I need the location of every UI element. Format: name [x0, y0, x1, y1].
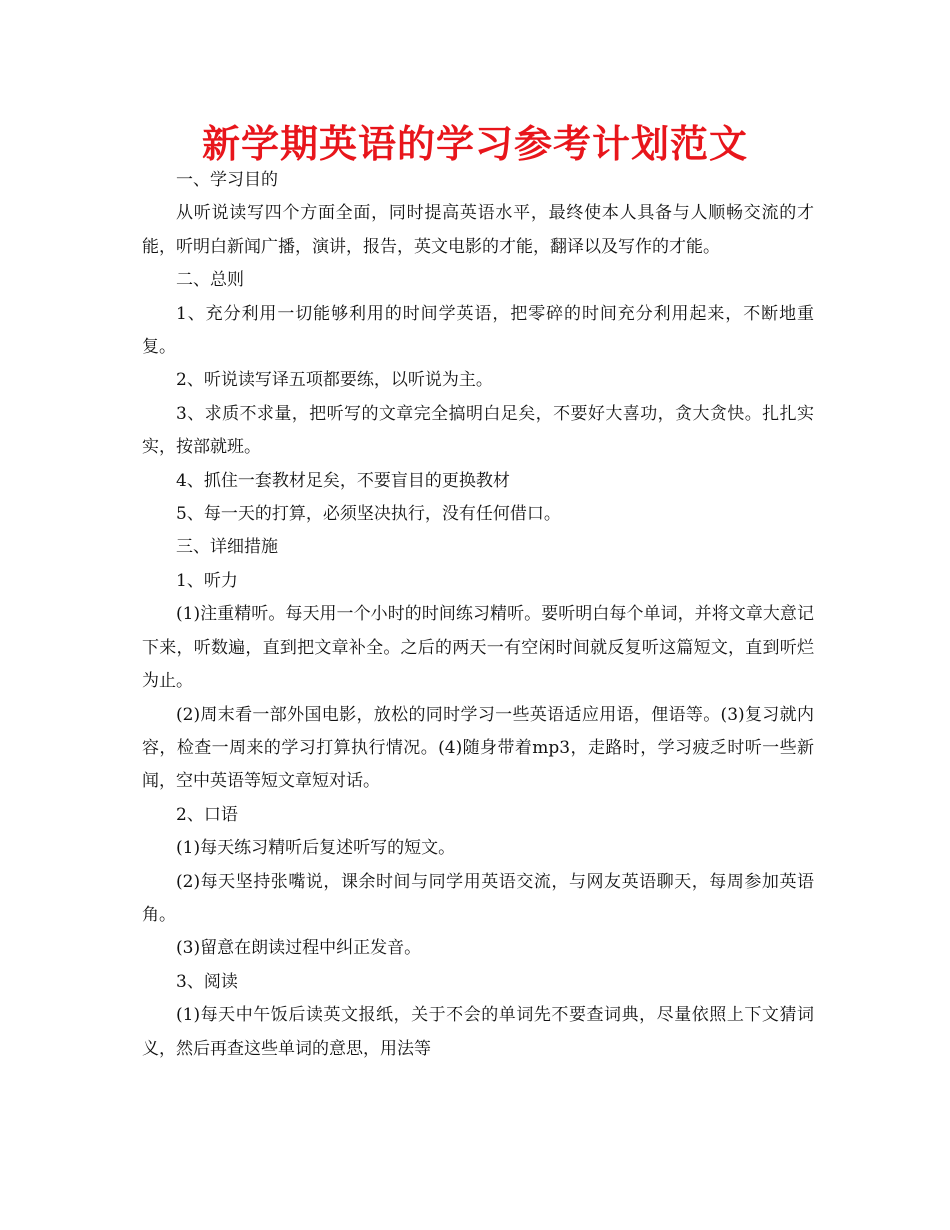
body-paragraph: (3)留意在朗读过程中纠正发音。: [176, 938, 422, 959]
body-paragraph: (1)每天中午饭后读英文报纸，关于不会的单词先不要查词典，尽量依照上下文猜词义，然后再查这些单词的意思，用法等: [142, 1005, 814, 1059]
body-paragraph: 从听说读写四个方面全面，同时提高英语水平，最终使本人具备与人顺畅交流的才能，听明白新闻广播，演讲，报告，英文电影的才能，翻译以及写作的才能。: [142, 203, 814, 257]
body-paragraph: 3、求质不求量，把听写的文章完全搞明白足矣，不要好大喜功，贪大贪快。扎扎实实，按部就班。: [142, 403, 814, 458]
section-heading: 三、详细措施: [176, 537, 278, 558]
document-title: 新学期英语的学习参考计划范文: [201, 121, 748, 166]
body-paragraph: (2)周末看一部外国电影，放松的同时学习一些英语适应用语，俚语等。(3)复习就内容，检查一周来的学习打算执行情况。(4)随身带着mp3，走路时，学习疲乏时听一些新闻，空中英语等短文章短对话。: [142, 704, 814, 792]
body-paragraph: (1)每天练习精听后复述听写的短文。: [176, 838, 456, 859]
subsection-heading: 1、听力: [176, 570, 238, 591]
subsection-heading: 2、口语: [176, 804, 238, 825]
section-heading: 一、学习目的: [176, 170, 278, 190]
subsection-heading: 3、阅读: [176, 971, 238, 992]
body-paragraph: 1、充分利用一切能够利用的时间学英语，把零碎的时间充分利用起来，不断地重复。: [142, 303, 814, 358]
section-heading: 二、总则: [176, 270, 244, 291]
body-paragraph: (2)每天坚持张嘴说，课余时间与同学用英语交流，与网友英语聊天，每周参加英语角。: [142, 871, 814, 925]
body-paragraph: 4、抓住一套教材足矣，不要盲目的更换教材: [176, 470, 510, 491]
body-paragraph: 2、听说读写译五项都要练，以听说为主。: [176, 370, 493, 391]
document-body: [142, 164, 814, 1066]
body-paragraph: (1)注重精听。每天用一个小时的时间练习精听。要听明白每个单词，并将文章大意记下来，听数遍，直到把文章补全。之后的两天一有空闲时间就反复听这篇短文，直到听烂为止。: [142, 604, 814, 692]
body-paragraph: 5、每一天的打算，必须坚决执行，没有任何借口。: [176, 504, 561, 525]
